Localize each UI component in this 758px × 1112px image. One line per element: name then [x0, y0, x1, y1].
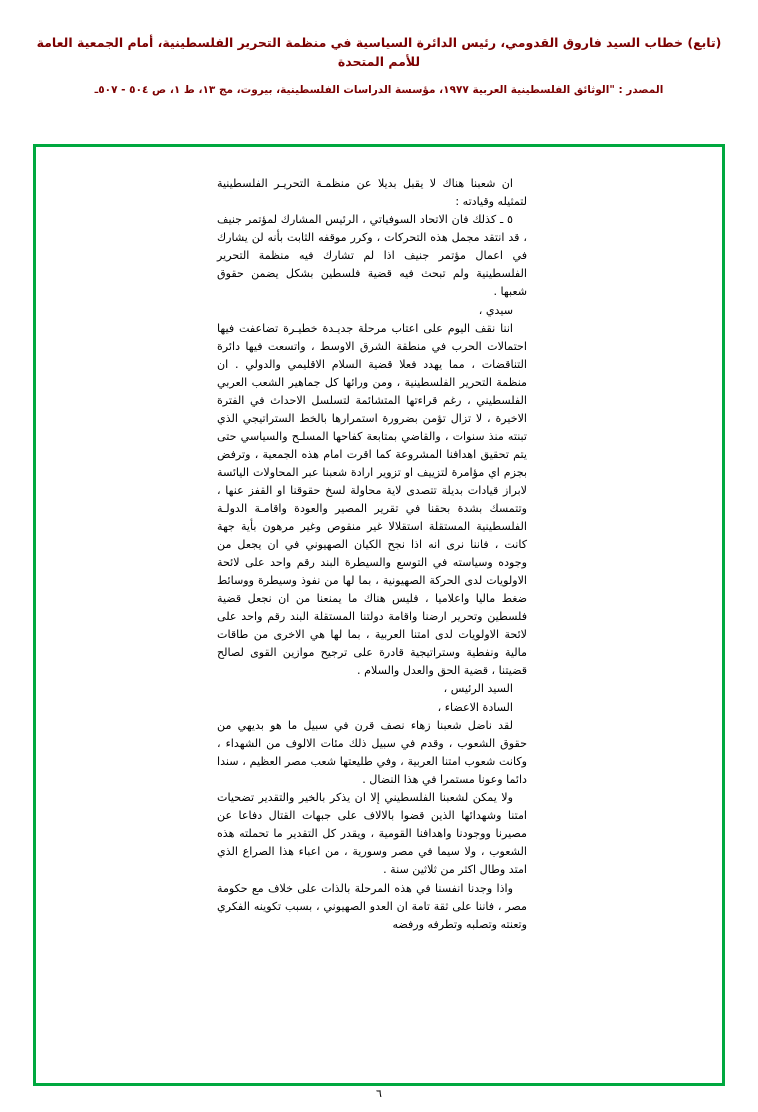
paragraph: ان شعبنا هناك لا يقبل بديلا عن منظمـة التحريـر الفلسطينية لتمثيله وقيادته :: [217, 177, 527, 208]
paragraph: ولا يمكن لشعبنا الفلسطيني إلا ان يذكر بالخير والتقدير تضحيات امتنا وشهدائها الذين قضوا بالالاف على جبهات القتال دفاعا عن مصيرنا ووجودنا واهدافنا القومية ، ويقدر كل التقدير ما تحملته هذه الشعوب ، ولا سيما في مصر وسورية ، من اعباء هذا الصراع الذي امتد وطال اكثر من ثلاثين سنة .: [217, 791, 527, 877]
paragraph: ٥ ـ كذلك فان الاتحاد السوفياتي ، الرئيس المشارك لمؤتمر جنيف ، قد انتقد مجمل هذه التحركات ، وكرر موقفه الثابت بأنه لن يشارك في اعمال مؤتمر جنيف اذا لم تشارك فيه منظمة التحرير الفلسطينية ولم تبحث فيه قضية فلسطين بشكل يضمن حقوق شعبها .: [217, 213, 527, 299]
paragraph: سيدي ،: [478, 303, 513, 317]
content-frame: [33, 144, 725, 1086]
source-line: المصدر : "الوثائق الفلسطينية العربية ١٩٧٧، مؤسسة الدراسات الفلسطينية، بيروت، مج ١٣، ط ١، ص ٥٠٤ - ٥٠٧ـ: [94, 83, 664, 96]
paragraph: السيد الرئيس ،: [443, 682, 513, 696]
document-page: [0, 34, 758, 1112]
document-body: [217, 175, 527, 934]
document-header: [0, 34, 758, 98]
paragraph: لقد ناضل شعبنا زهاء نصف قرن في سبيل ما هو بديهي من حقوق الشعوب ، وقدم في سبيل ذلك مئات الالوف من الشهداء ، وكانت شعوب امتنا العربية ، وفي طليعتها شعب مصر العظيم ، سندا دائما وعونا مستمرا في هذا النضال .: [217, 719, 527, 786]
page-title: (تابع) خطاب السيد فاروق القدومي، رئيس الدائرة السياسية في منظمة التحرير الفلسطينية، أمام الجمعية العامة للأمم المتحدة: [36, 35, 722, 69]
paragraph: السادة الاعضاء ،: [437, 700, 513, 714]
paragraph: اننا نقف اليوم على اعتاب مرحلة جديـدة خطيـرة تضاعفت فيها احتمالات الحرب في منطقة الشرق الاوسط ، واتسعت فيها دائرة التناقضات ، مما يهدد فعلا قضية السلام الاقليمي والدولي . ان منظمة التحرير الفلسطينية ، ومن ورائها كل جماهير الشعب العربي الفلسطيني ، رغم قراءتها المتشائمة لتسلسل الاحداث في الفترة الاخيرة ، لا تزال تؤمن بضرورة استمرارها بالخط الستراتيجي الذي تبنته منذ سنوات ، والقاضي بمتابعة كفاحها المسلـح والسياسي حتى يتم تحقيق اهدافنا المشروعة كما اقرت امام هذه الجمعية ، وترفض بجزم اي مؤامرة لتزييف او تزوير ارادة شعبنا عبر المحاولات اليائسة لابراز قيادات بديلة تتصدى لاية محاولة لسخ حقوقنا او القفز عنها ، وتتمسك بشدة بحقنا في تقرير المصير والعودة واقامـة الدولـة الفلسطينية المستقلة استقلالا غير منقوص وغير مرهون بأية جهة كانت ، فاننا نرى انه اذا نجح الكيان الصهيوني في ان يجعل من وجوده وسياسته في التوسع والسيطرة البند رقم واحد على لائحة الاولويات لدى الحركة الصهيونية ، بما لها من نفوذ وسيطرة ووسائط ضغط ماليا واعلاميا ، فليس هناك ما يمنعنا من ان نجعل قضية فلسطين وتحرير ارضنا واقامة دولتنا المستقلة البند رقم واحد على لائحة الاولويات لدى امتنا العربية ، بما لها هي الاخرى من طاقات مالية ونفطية وستراتيجية قادرة على ترجيح موازين القوى لصالح قضيتنا ، قضية الحق والعدل والسلام .: [217, 322, 527, 677]
paragraph: واذا وجدنا انفسنا في هذه المرحلة بالذات على خلاف مع حكومة مصر ، فاننا على ثقة تامة ان العدو الصهيوني ، بسبب تكوينه الفكري وتعنته وتصلبه وتطرفه ورفضه: [217, 881, 527, 931]
page-number: ٦: [376, 1087, 382, 1100]
